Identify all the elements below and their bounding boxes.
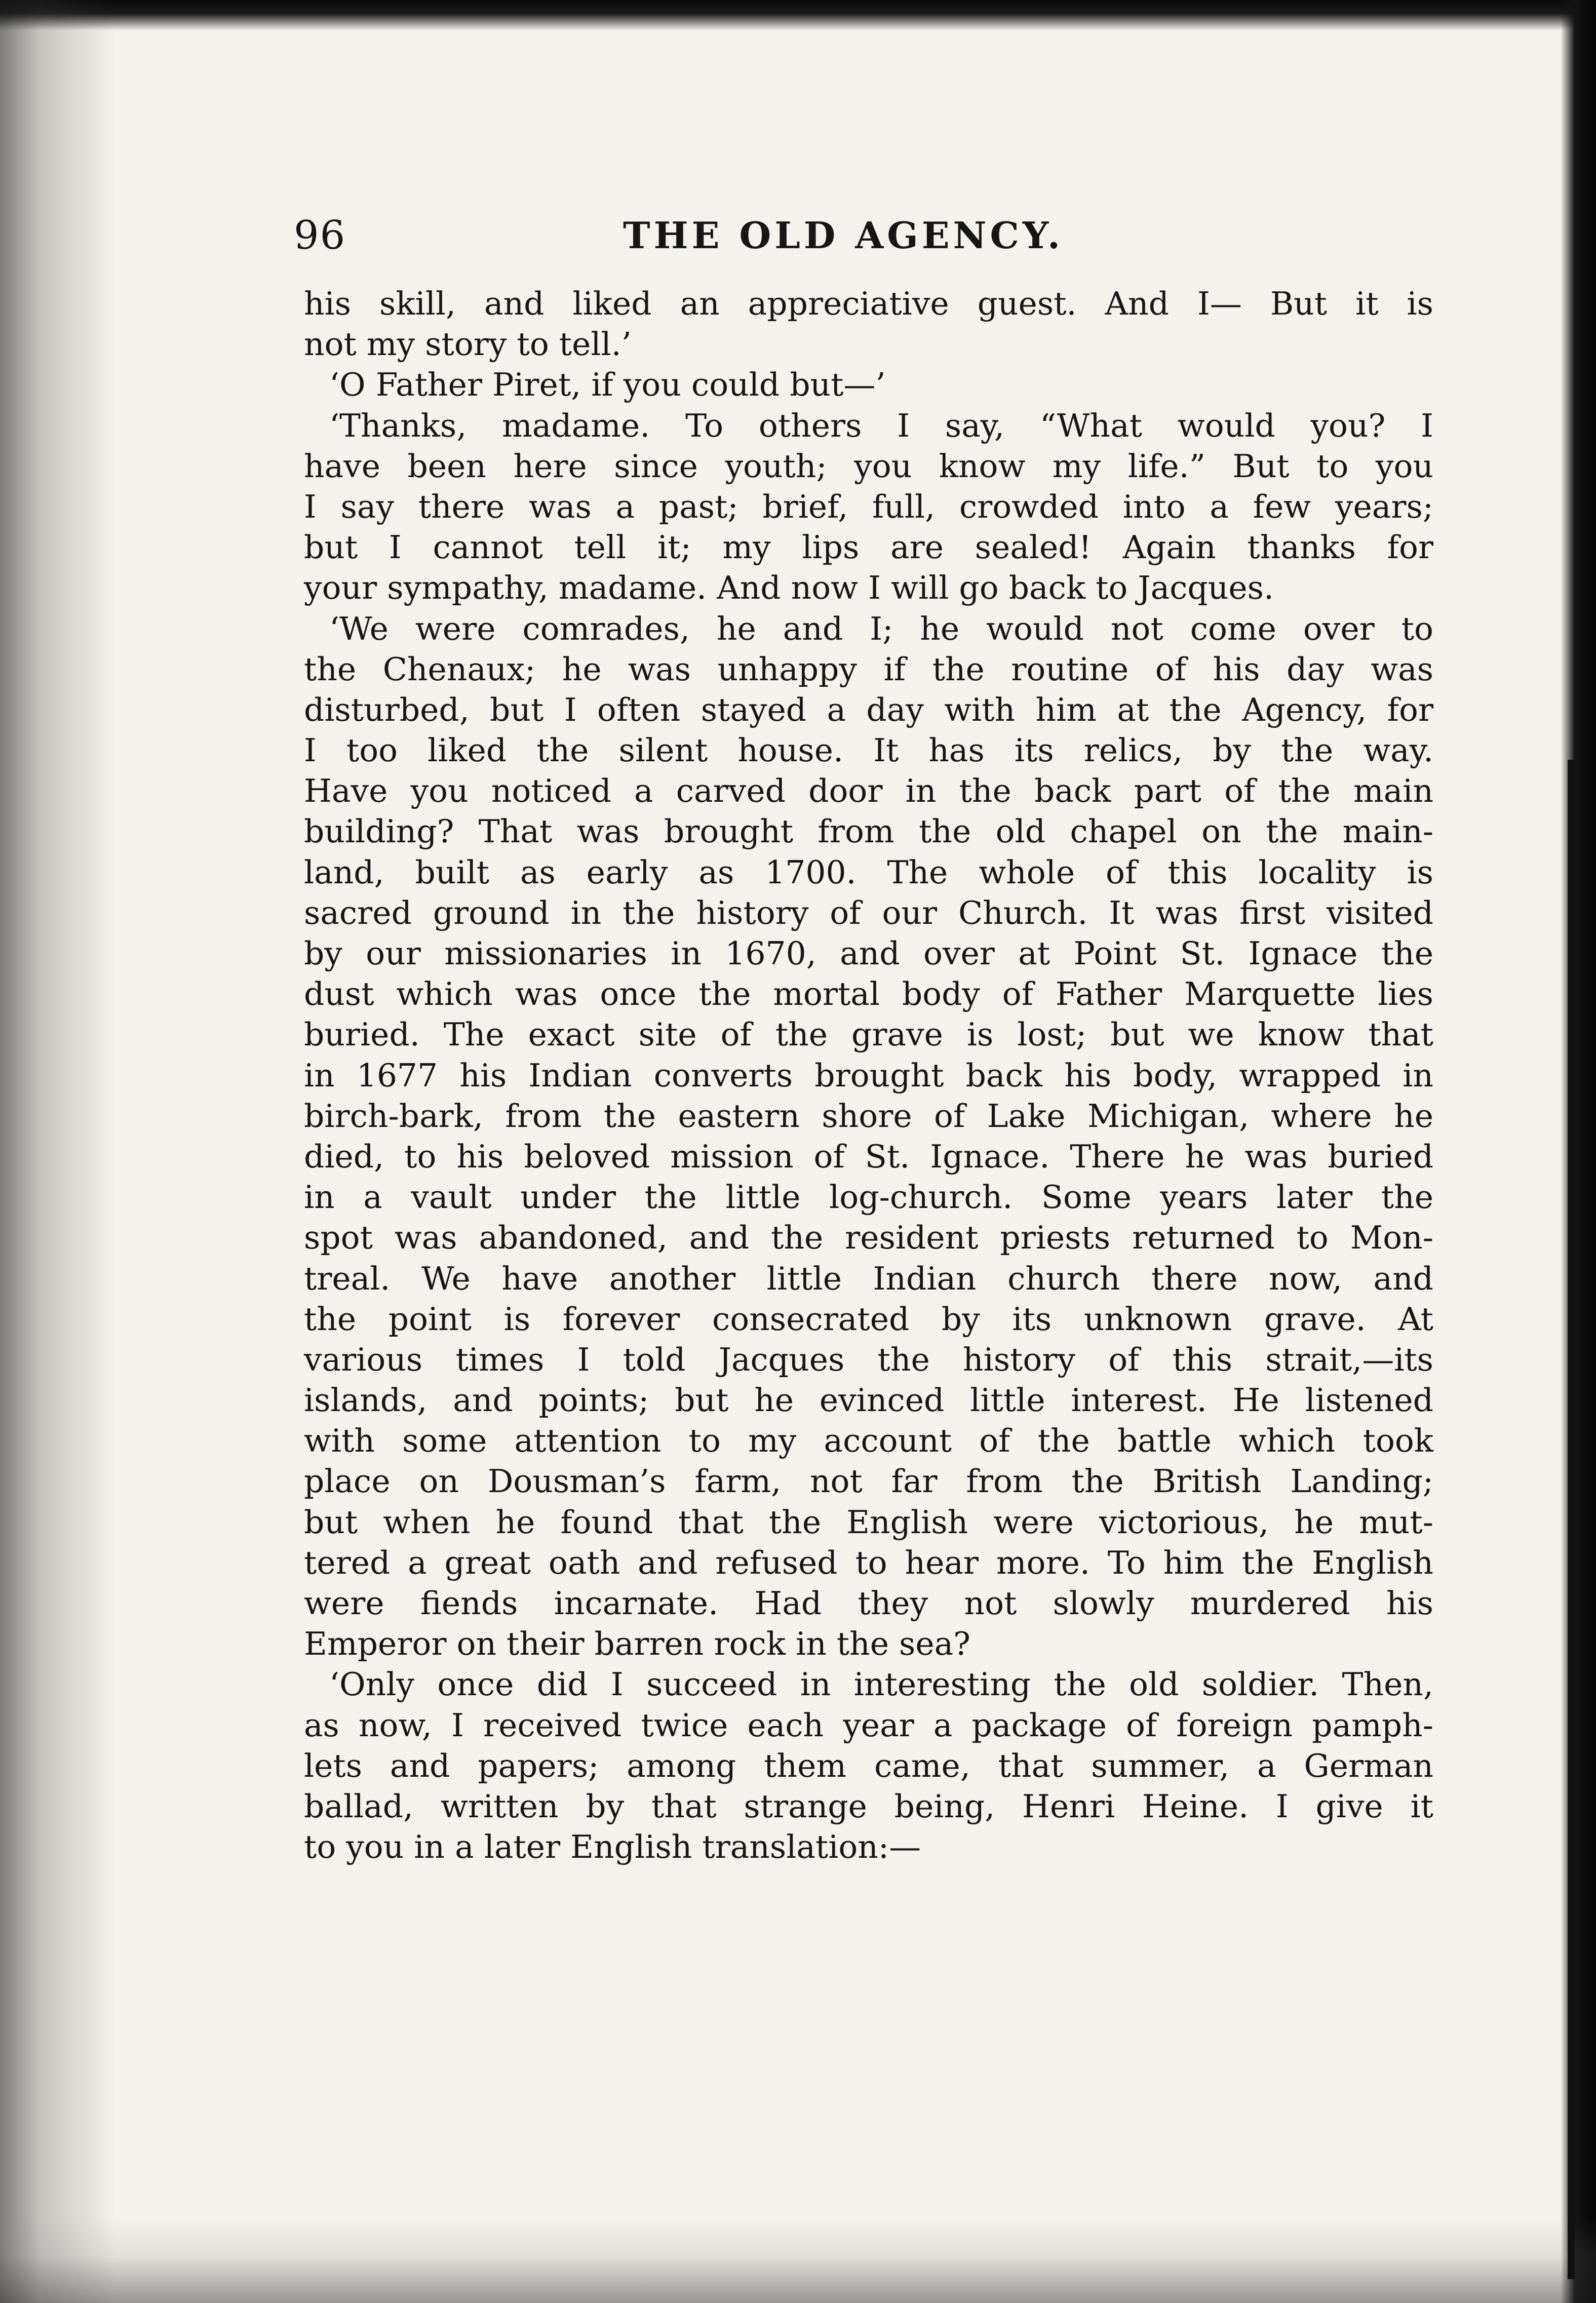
text-line: were fiends incarnate. Had they not slowly murdered his <box>304 1585 1433 1622</box>
text-line: have been here since youth; you know my life.” But to you <box>304 447 1433 485</box>
text-line: I too liked the silent house. It has its relics, by the way. <box>304 732 1433 769</box>
page-number: 96 <box>294 213 346 258</box>
text-line: by our missionaries in 1670, and over at Point St. Ignace the <box>304 935 1433 972</box>
text-line: to you in a later English translation:— <box>304 1828 921 1866</box>
text-line: place on Dousman’s farm, not far from the British Landing; <box>304 1463 1433 1500</box>
text-line: but I cannot tell it; my lips are sealed! Again thanks for <box>304 529 1433 566</box>
text-line: Emperor on their barren rock in the sea? <box>304 1625 970 1663</box>
text-line: as now, I received twice each year a package of foreign pamph- <box>304 1706 1433 1744</box>
text-line: Have you noticed a carved door in the back part of the main <box>304 772 1433 810</box>
page-header <box>294 208 1393 263</box>
text-line: lets and papers; among them came, that summer, a German <box>304 1747 1433 1784</box>
text-line: but when he found that the English were victorious, he mut- <box>304 1503 1433 1541</box>
text-line: I say there was a past; brief, full, crowded into a few years; <box>304 488 1433 525</box>
running-head: THE OLD AGENCY. <box>623 214 1064 257</box>
text-line: land, built as early as 1700. The whole of this locality is <box>304 853 1433 891</box>
text-line: dust which was once the mortal body of Father Marquette lies <box>304 975 1433 1013</box>
text-line: spot was abandoned, and the resident priests returned to Mon- <box>304 1219 1433 1257</box>
text-line: buried. The exact site of the grave is lost; but we know that <box>304 1016 1433 1053</box>
scan-edge-top <box>0 0 1596 30</box>
text-line: in a vault under the little log-church. Some years later the <box>304 1179 1433 1216</box>
text-line: his skill, and liked an appreciative guest. And I— But it is <box>304 285 1433 322</box>
text-line: ‘O Father Piret, if you could but—’ <box>329 366 886 404</box>
text-line: birch-bark, from the eastern shore of Lake Michigan, where he <box>304 1097 1433 1135</box>
scan-edge-left <box>0 0 116 2303</box>
text-line: with some attention to my account of the battle which took <box>304 1422 1433 1460</box>
text-line: building? That was brought from the old chapel on the main- <box>304 813 1433 850</box>
scan-edge-right <box>1561 0 1596 2303</box>
text-line: various times I told Jacques the history of this strait,—its <box>304 1341 1433 1378</box>
binding-shadow <box>1568 760 1575 2279</box>
text-line: disturbed, but I often stayed a day with him at the Agency, for <box>304 691 1433 728</box>
text-line: ‘Only once did I succeed in interesting the old soldier. Then, <box>329 1666 1433 1703</box>
scan-edge-bottom <box>0 2217 1596 2303</box>
text-line: treal. We have another little Indian church there now, and <box>304 1260 1433 1297</box>
text-line: islands, and points; but he evinced little interest. He listened <box>304 1382 1433 1419</box>
text-line: died, to his beloved mission of St. Ignace. There he was buried <box>304 1138 1433 1175</box>
text-line: in 1677 his Indian converts brought back his body, wrapped in <box>304 1057 1433 1094</box>
text-line: your sympathy, madame. And now I will go back to Jacques. <box>304 569 1274 607</box>
body-text <box>304 284 1433 1867</box>
text-line: sacred ground in the history of our Church. It was first visited <box>304 894 1433 931</box>
text-line: tered a great oath and refused to hear more. To him the English <box>304 1544 1433 1581</box>
text-line: ‘Thanks, madame. To others I say, “What would you? I <box>329 407 1433 444</box>
text-line: the point is forever consecrated by its unknown grave. At <box>304 1300 1433 1338</box>
text-line: ‘We were comrades, he and I; he would not come over to <box>329 610 1433 647</box>
text-line: the Chenaux; he was unhappy if the routine of his day was <box>304 650 1433 688</box>
text-line: not my story to tell.’ <box>304 326 632 363</box>
text-line: ballad, written by that strange being, Henri Heine. I give it <box>304 1787 1433 1825</box>
